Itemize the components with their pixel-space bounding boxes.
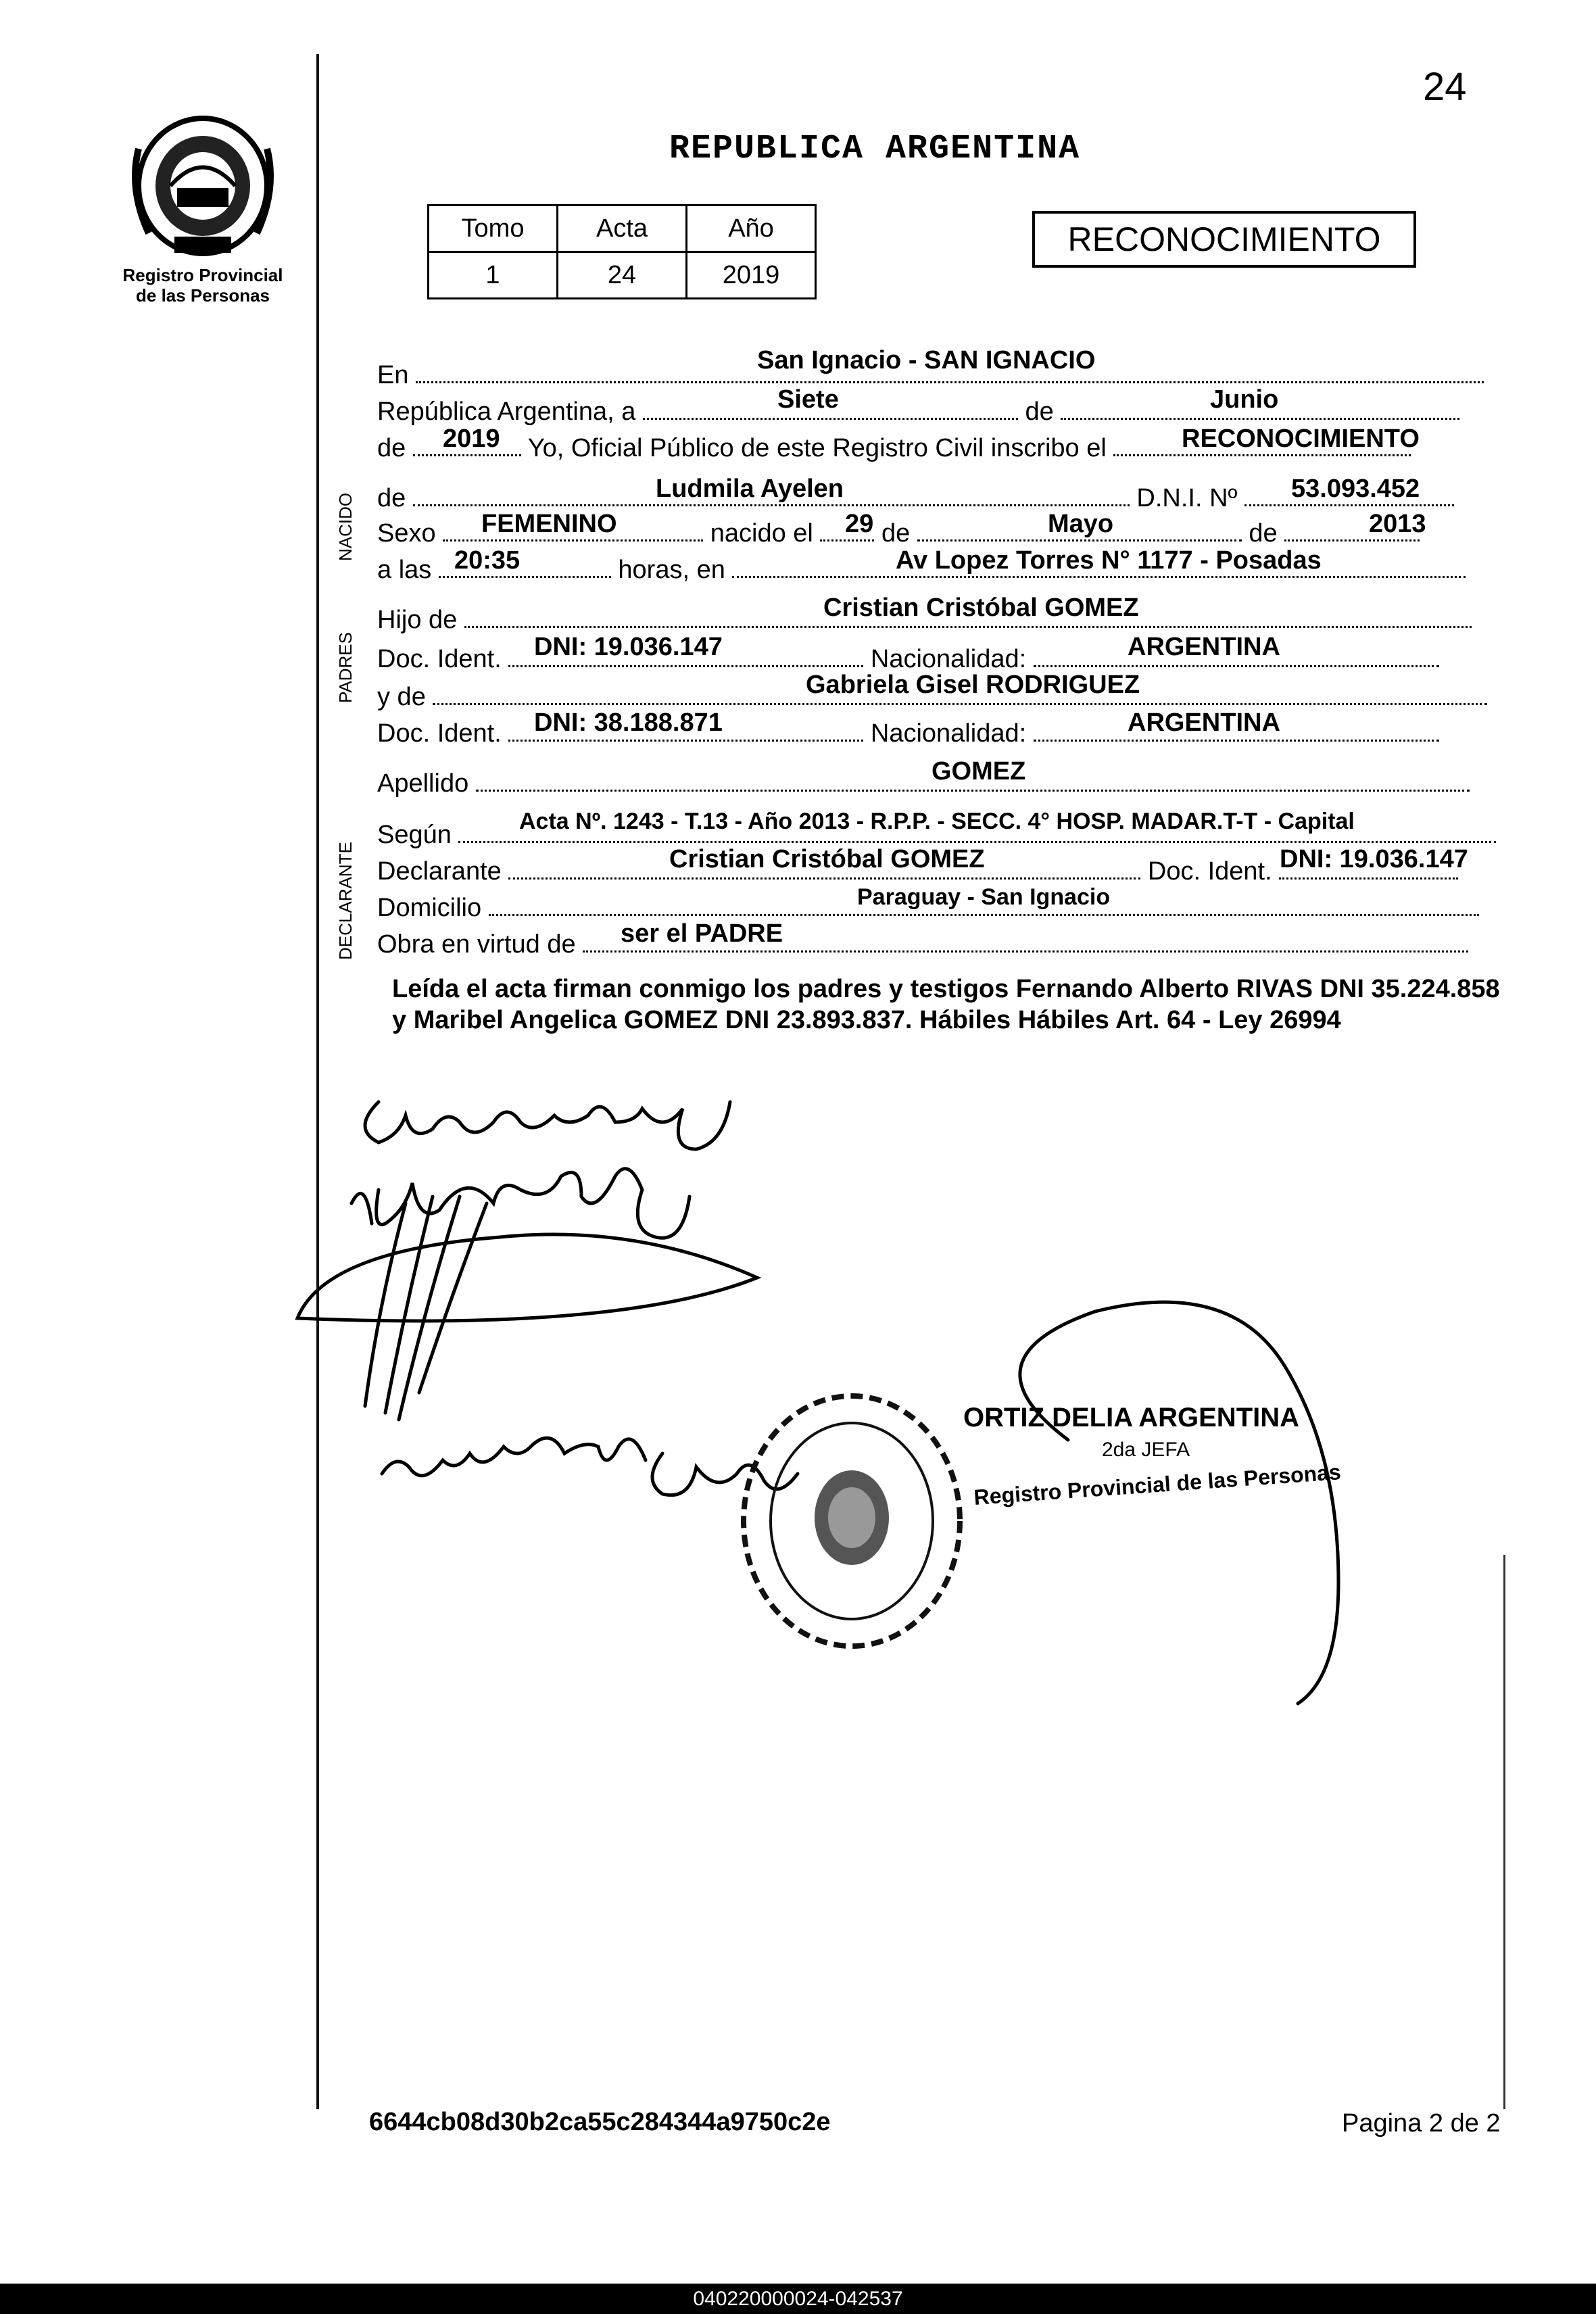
value-acta: 24 xyxy=(558,252,687,299)
alas-label: a las xyxy=(377,556,432,584)
birth-month: Mayo xyxy=(1048,510,1114,538)
page-number: 24 xyxy=(1423,65,1467,109)
closing-statement: Leída el acta firman conmigo los padres y testigos Fernando Alberto RIVAS DNI 35.224.858 y Maribel Angelica GOMEZ DNI 23.893.837. Hábiles Hábiles Art. 64 - Ley 26994 xyxy=(392,975,1500,1034)
birth-place: Av Lopez Torres N° 1177 - Posadas xyxy=(896,546,1322,575)
mother-nat: ARGENTINA xyxy=(1128,708,1280,737)
de-label-2: de xyxy=(377,434,406,462)
row-obra xyxy=(377,927,1468,959)
official-seal-stamp-icon xyxy=(730,1386,973,1656)
de-label: de xyxy=(1025,397,1054,426)
decl-doc-value: DNI: 19.036.147 xyxy=(1280,845,1468,873)
dni-value: 53.093.452 xyxy=(1291,475,1420,503)
day-value: Siete xyxy=(777,385,839,414)
en-label: En xyxy=(377,361,409,389)
mother-doc: DNI: 38.188.871 xyxy=(534,708,723,737)
right-margin-rule xyxy=(1503,1555,1505,2109)
declarante-value: Cristian Cristóbal GOMEZ xyxy=(669,845,985,873)
en-value: San Ignacio - SAN IGNACIO xyxy=(757,346,1096,375)
logo-caption-line2: de las Personas xyxy=(136,285,270,306)
obra-label: Obra en virtud de xyxy=(377,930,576,959)
officer-text: Yo, Oficial Público de este Registro Civil inscribo el xyxy=(527,434,1107,462)
republica-label: República Argentina, a xyxy=(377,397,636,426)
segun-label: Según xyxy=(377,821,452,849)
de-label-3: de xyxy=(377,484,406,512)
row-apellido xyxy=(377,767,1470,798)
section-label-padres: PADRES xyxy=(335,632,356,703)
section-label-declarante: DECLARANTE xyxy=(335,842,356,960)
stamp-office: Registro Provincial de las Personas xyxy=(973,1460,1342,1510)
domicilio-value: Paraguay - San Ignacio xyxy=(857,884,1111,910)
domicilio-label: Domicilio xyxy=(377,894,482,922)
obra-value: ser el PADRE xyxy=(621,919,783,948)
yde-label: y de xyxy=(377,683,426,711)
doc-label: Doc. Ident. xyxy=(377,645,502,673)
signature-mother xyxy=(352,1169,690,1238)
signature-father xyxy=(365,1102,730,1149)
segun-value: Acta Nº. 1243 - T.13 - Año 2013 - R.P.P. - SECC. 4° HOSP. MADAR.T-T - Capital xyxy=(519,809,1355,834)
country-title: REPUBLICA ARGENTINA xyxy=(669,130,1081,168)
value-ano: 2019 xyxy=(687,252,816,299)
de-label-5: de xyxy=(1249,519,1278,548)
stamp-official-name: ORTIZ DELIA ARGENTINA xyxy=(963,1403,1300,1432)
mother-name: Gabriela Gisel RODRIGUEZ xyxy=(806,671,1140,699)
nacionalidad-label: Nacionalidad: xyxy=(870,645,1027,673)
nacido-label: nacido el xyxy=(710,519,813,548)
name-value: Ludmila Ayelen xyxy=(656,475,844,503)
birth-year: 2013 xyxy=(1369,510,1426,538)
left-margin-rule xyxy=(316,54,319,2109)
provincial-seal-icon xyxy=(122,108,284,257)
apellido-label: Apellido xyxy=(377,769,469,798)
doc-label-2: Doc. Ident. xyxy=(377,719,502,748)
scan-id-bar: 040220000024-042537 xyxy=(0,2284,1596,2314)
month-value: Junio xyxy=(1210,385,1279,414)
father-name: Cristian Cristóbal GOMEZ xyxy=(823,594,1139,622)
decl-doc-label: Doc. Ident. xyxy=(1147,857,1272,886)
dni-label: D.N.I. Nº xyxy=(1136,484,1238,512)
birth-day: 29 xyxy=(845,510,874,538)
page-of-indicator: Pagina 2 de 2 xyxy=(1342,2109,1501,2138)
register-table xyxy=(427,204,817,299)
header-ano: Año xyxy=(687,206,816,252)
value-tomo: 1 xyxy=(429,252,558,299)
sexo-label: Sexo xyxy=(377,519,436,548)
row-republica xyxy=(377,395,1459,427)
header-acta: Acta xyxy=(558,206,687,252)
sexo-value: FEMENINO xyxy=(481,510,617,538)
year-value: 2019 xyxy=(443,425,500,453)
document-hash: 6644cb08d30b2ca55c284344a9750c2e xyxy=(369,2108,831,2136)
header-tomo: Tomo xyxy=(429,206,558,252)
section-label-nacido: NACIDO xyxy=(335,492,356,561)
act-type-box: RECONOCIMIENTO xyxy=(1032,211,1416,268)
declarante-label: Declarante xyxy=(377,857,502,886)
logo-caption-line1: Registro Provincial xyxy=(122,265,283,285)
de-label-4: de xyxy=(881,519,911,548)
father-doc: DNI: 19.036.147 xyxy=(534,633,723,661)
horas-label: horas, en xyxy=(618,556,725,584)
nacionalidad-label-2: Nacionalidad: xyxy=(870,719,1027,748)
inscribe-value: RECONOCIMIENTO xyxy=(1182,425,1420,453)
logo-caption xyxy=(101,265,304,306)
hijo-label: Hijo de xyxy=(377,606,458,634)
apellido-value: GOMEZ xyxy=(932,757,1026,786)
father-nat: ARGENTINA xyxy=(1128,633,1280,661)
birth-time: 20:35 xyxy=(454,546,521,575)
stamp-role: 2da JEFA xyxy=(1102,1439,1190,1461)
